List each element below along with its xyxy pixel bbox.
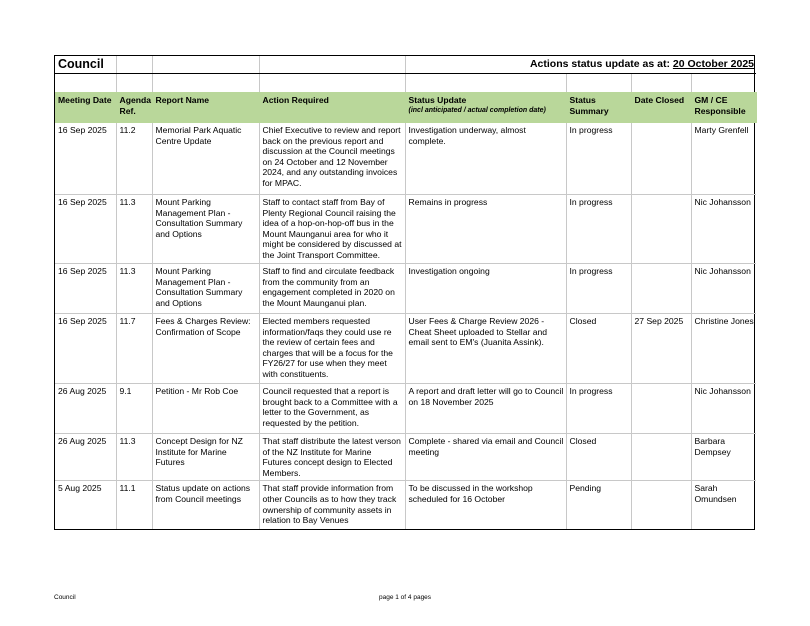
col-status-update-sub: (incl anticipated / actual completion date) <box>408 106 546 114</box>
cell-date-closed <box>631 434 691 481</box>
title-row <box>55 56 756 74</box>
table-row <box>55 123 756 195</box>
col-agenda-ref: Agenda Ref. <box>116 92 152 123</box>
cell-status-summary: In progress <box>566 123 631 195</box>
cell-report-name: Mount Parking Management Plan - Consultation Summary and Options <box>152 195 259 264</box>
cell-meeting-date: 16 Sep 2025 <box>55 264 116 314</box>
status-as-at-label: Actions status update as at: <box>529 58 670 70</box>
cell-agenda-ref: 11.1 <box>116 481 152 530</box>
cell-action-required: Council requested that a report is brought back to a Committee with a letter to the Government, as requested by the petition. <box>259 384 405 434</box>
actions-table <box>55 56 757 529</box>
cell-status-update: Complete - shared via email and Council meeting <box>405 434 566 481</box>
cell-status-update: User Fees & Charge Review 2026 - Cheat Sheet uploaded to Stellar and email sent to EM's (Juanita Assink). <box>405 314 566 384</box>
cell-status-update: A report and draft letter will go to Council on 18 November 2025 <box>405 384 566 434</box>
cell-status-update: Investigation underway, almost complete. <box>405 123 566 195</box>
cell-status-summary: Pending <box>566 481 631 530</box>
cell-report-name: Concept Design for NZ Institute for Marine Futures <box>152 434 259 481</box>
cell-meeting-date: 26 Aug 2025 <box>55 384 116 434</box>
col-status-update-label: Status Update <box>408 95 467 105</box>
cell-date-closed <box>631 384 691 434</box>
col-report-name: Report Name <box>152 92 259 123</box>
col-status-update <box>405 92 566 123</box>
actions-status-sheet <box>54 55 755 530</box>
cell-status-summary: In progress <box>566 264 631 314</box>
cell-meeting-date: 16 Sep 2025 <box>55 314 116 384</box>
cell-responsible: Nic Johansson <box>691 264 756 314</box>
cell-action-required: Staff to find and circulate feedback from the community from an engagement completed in 2020 on the Mount Maunganui plan. <box>259 264 405 314</box>
cell-date-closed <box>631 264 691 314</box>
col-status-summary: Status Summary <box>566 92 631 123</box>
cell-agenda-ref: 11.3 <box>116 264 152 314</box>
cell-action-required: Elected members requested information/faqs they could use re the review of certain fees and charges that will be a focus for the FY26/27 for use when they meet with constituents. <box>259 314 405 384</box>
cell-date-closed: 27 Sep 2025 <box>631 314 691 384</box>
cell-agenda-ref: 11.7 <box>116 314 152 384</box>
cell-status-summary: In progress <box>566 384 631 434</box>
footer-page-number: page 1 of 4 pages <box>379 594 432 601</box>
cell-action-required: That staff distribute the latest verson of the NZ Institute for Marine Futures concept design to Elected Members. <box>259 434 405 481</box>
table-row <box>55 384 756 434</box>
col-meeting-date: Meeting Date <box>55 92 116 123</box>
cell-responsible: Barbara Dempsey <box>691 434 756 481</box>
cell-action-required: Staff to contact staff from Bay of Plenty Regional Council raising the idea of a hop-on-hop-off bus in the Mount Maunganui area for who it might be considered by discussed at the Joint Transport Committee. <box>259 195 405 264</box>
status-as-at-date: 20 October 2025 <box>672 58 755 70</box>
cell-date-closed <box>631 481 691 530</box>
cell-meeting-date: 16 Sep 2025 <box>55 195 116 264</box>
table-row <box>55 264 756 314</box>
spacer-row <box>55 74 756 93</box>
cell-meeting-date: 16 Sep 2025 <box>55 123 116 195</box>
cell-agenda-ref: 11.3 <box>116 434 152 481</box>
table-row <box>55 314 756 384</box>
cell-responsible: Marty Grenfell <box>691 123 756 195</box>
report-title: Council <box>55 56 116 74</box>
cell-responsible: Nic Johansson <box>691 195 756 264</box>
cell-report-name: Memorial Park Aquatic Centre Update <box>152 123 259 195</box>
cell-report-name: Fees & Charges Review: Confirmation of Scope <box>152 314 259 384</box>
table-header-row <box>55 92 756 123</box>
cell-action-required: That staff provide information from other Councils as to how they track ownership of community assets in relation to Bay Venues <box>259 481 405 530</box>
cell-report-name: Mount Parking Management Plan - Consultation Summary and Options <box>152 264 259 314</box>
col-responsible: GM / CE Responsible <box>691 92 756 123</box>
cell-agenda-ref: 9.1 <box>116 384 152 434</box>
cell-status-summary: Closed <box>566 314 631 384</box>
cell-date-closed <box>631 123 691 195</box>
col-action-required: Action Required <box>259 92 405 123</box>
cell-report-name: Status update on actions from Council meetings <box>152 481 259 530</box>
cell-agenda-ref: 11.2 <box>116 123 152 195</box>
cell-status-summary: In progress <box>566 195 631 264</box>
cell-status-update: To be discussed in the workshop scheduled for 16 October <box>405 481 566 530</box>
cell-date-closed <box>631 195 691 264</box>
cell-agenda-ref: 11.3 <box>116 195 152 264</box>
table-row <box>55 434 756 481</box>
col-date-closed: Date Closed <box>631 92 691 123</box>
footer-document-name: Council <box>54 594 76 601</box>
cell-status-summary: Closed <box>566 434 631 481</box>
cell-responsible: Nic Johansson <box>691 384 756 434</box>
table-row <box>55 481 756 530</box>
status-as-at <box>405 56 756 74</box>
cell-meeting-date: 26 Aug 2025 <box>55 434 116 481</box>
cell-report-name: Petition - Mr Rob Coe <box>152 384 259 434</box>
cell-status-update: Investigation ongoing <box>405 264 566 314</box>
cell-action-required: Chief Executive to review and report back on the previous report and discussion at the Council meetings on 24 October and 12 November 2024, and any outstanding invoices for MPAC. <box>259 123 405 195</box>
cell-responsible: Sarah Omundsen <box>694 483 737 504</box>
cell-status-update: Remains in progress <box>405 195 566 264</box>
cell-responsible: Christine Jones <box>691 314 756 384</box>
table-row <box>55 195 756 264</box>
cell-meeting-date: 5 Aug 2025 <box>55 481 116 530</box>
